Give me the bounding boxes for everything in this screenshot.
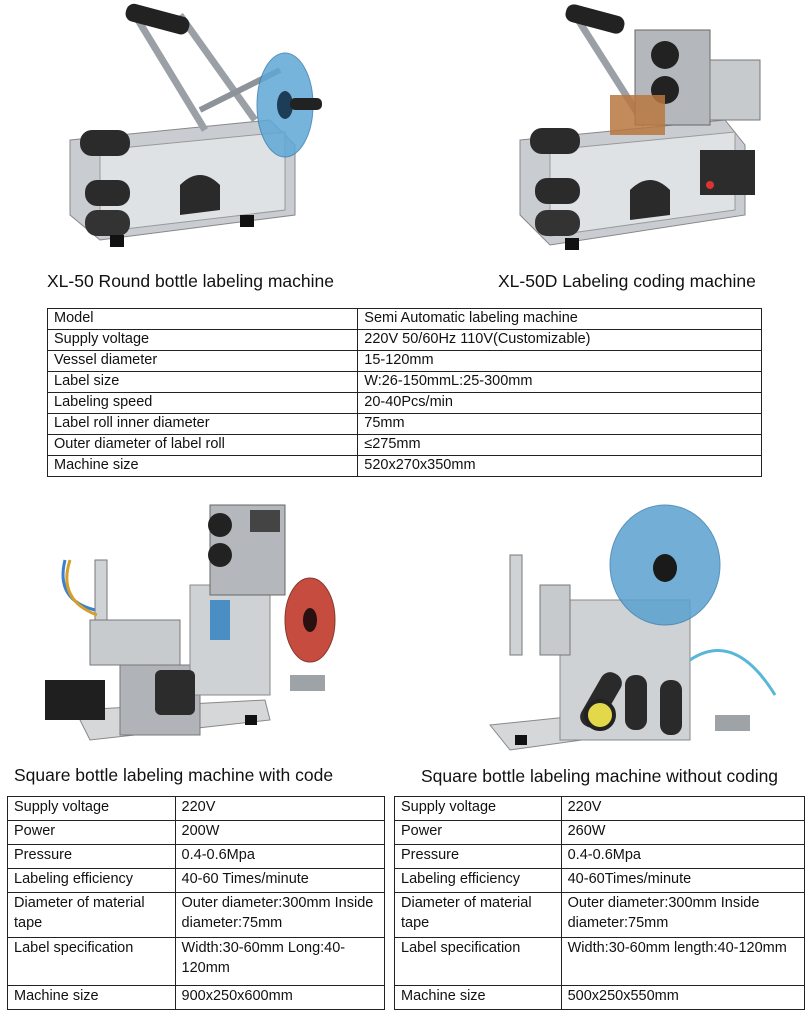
square-nocode-photo: [485, 500, 795, 760]
spec-label: Label size: [48, 372, 358, 393]
spec-value: 900x250x600mm: [175, 986, 384, 1010]
spec-row: [395, 869, 805, 893]
spec-row: [395, 986, 805, 1010]
spec-label: Machine size: [48, 456, 358, 477]
spec-row: [48, 414, 762, 435]
spec-value: 520x270x350mm: [358, 456, 762, 477]
spec-row: [395, 893, 805, 938]
spec-label: Labeling speed: [48, 393, 358, 414]
spec-row: [8, 938, 385, 986]
spec-row: [48, 309, 762, 330]
spec-value: 40-60 Times/minute: [175, 869, 384, 893]
spec-value: 220V 50/60Hz 110V(Customizable): [358, 330, 762, 351]
spec-row: [8, 986, 385, 1010]
spec-label: Diameter of material tape: [8, 893, 176, 938]
spec-row: [8, 797, 385, 821]
spec-value: 15-120mm: [358, 351, 762, 372]
spec-row: [395, 845, 805, 869]
spec-value: 40-60Times/minute: [561, 869, 804, 893]
spec-value: 220V: [561, 797, 804, 821]
spec-label: Diameter of material tape: [395, 893, 562, 938]
spec-label: Machine size: [395, 986, 562, 1010]
square-code-photo: [35, 500, 355, 760]
spec-value: Width:30-60mm length:40-120mm: [561, 938, 804, 986]
spec-value: ≤275mm: [358, 435, 762, 456]
xl50-photo: [40, 0, 340, 260]
spec-label: Power: [8, 821, 176, 845]
spec-label: Supply voltage: [48, 330, 358, 351]
square-code-caption: Square bottle labeling machine with code: [14, 765, 334, 785]
spec-row: [8, 845, 385, 869]
spec-label: Model: [48, 309, 358, 330]
spec-label: Label specification: [395, 938, 562, 986]
xl50-caption: XL-50 Round bottle labeling machine: [47, 271, 334, 291]
round-spec-table: [47, 308, 762, 477]
spec-label: Label specification: [8, 938, 176, 986]
spec-value: Width:30-60mm Long:40-120mm: [175, 938, 384, 986]
spec-label: Machine size: [8, 986, 176, 1010]
spec-row: [8, 869, 385, 893]
spec-value: W:26-150mmL:25-300mm: [358, 372, 762, 393]
spec-label: Outer diameter of label roll: [48, 435, 358, 456]
spec-label: Labeling efficiency: [395, 869, 562, 893]
spec-row: [8, 893, 385, 938]
xl50d-photo: [505, 0, 775, 260]
spec-row: [8, 821, 385, 845]
spec-row: [48, 456, 762, 477]
spec-value: 20-40Pcs/min: [358, 393, 762, 414]
spec-row: [48, 372, 762, 393]
spec-value: 75mm: [358, 414, 762, 435]
spec-value: 500x250x550mm: [561, 986, 804, 1010]
spec-label: Supply voltage: [8, 797, 176, 821]
spec-label: Power: [395, 821, 562, 845]
spec-label: Labeling efficiency: [8, 869, 176, 893]
square-nocode-spec-table: [394, 796, 805, 1010]
spec-value: 0.4-0.6Mpa: [561, 845, 804, 869]
spec-value: 0.4-0.6Mpa: [175, 845, 384, 869]
spec-value: Semi Automatic labeling machine: [358, 309, 762, 330]
spec-row: [395, 938, 805, 986]
xl50d-caption: XL-50D Labeling coding machine: [498, 271, 756, 291]
spec-row: [48, 330, 762, 351]
spec-label: Label roll inner diameter: [48, 414, 358, 435]
square-nocode-caption: Square bottle labeling machine without coding: [421, 766, 779, 786]
spec-value: 220V: [175, 797, 384, 821]
spec-value: 260W: [561, 821, 804, 845]
spec-value: Outer diameter:300mm Inside diameter:75mm: [175, 893, 384, 938]
spec-label: Pressure: [8, 845, 176, 869]
spec-row: [48, 351, 762, 372]
spec-label: Pressure: [395, 845, 562, 869]
spec-row: [48, 393, 762, 414]
spec-row: [395, 797, 805, 821]
spec-row: [395, 821, 805, 845]
spec-value: 200W: [175, 821, 384, 845]
square-code-spec-table: [7, 796, 385, 1010]
spec-label: Supply voltage: [395, 797, 562, 821]
spec-label: Vessel diameter: [48, 351, 358, 372]
spec-row: [48, 435, 762, 456]
spec-value: Outer diameter:300mm Inside diameter:75mm: [561, 893, 804, 938]
